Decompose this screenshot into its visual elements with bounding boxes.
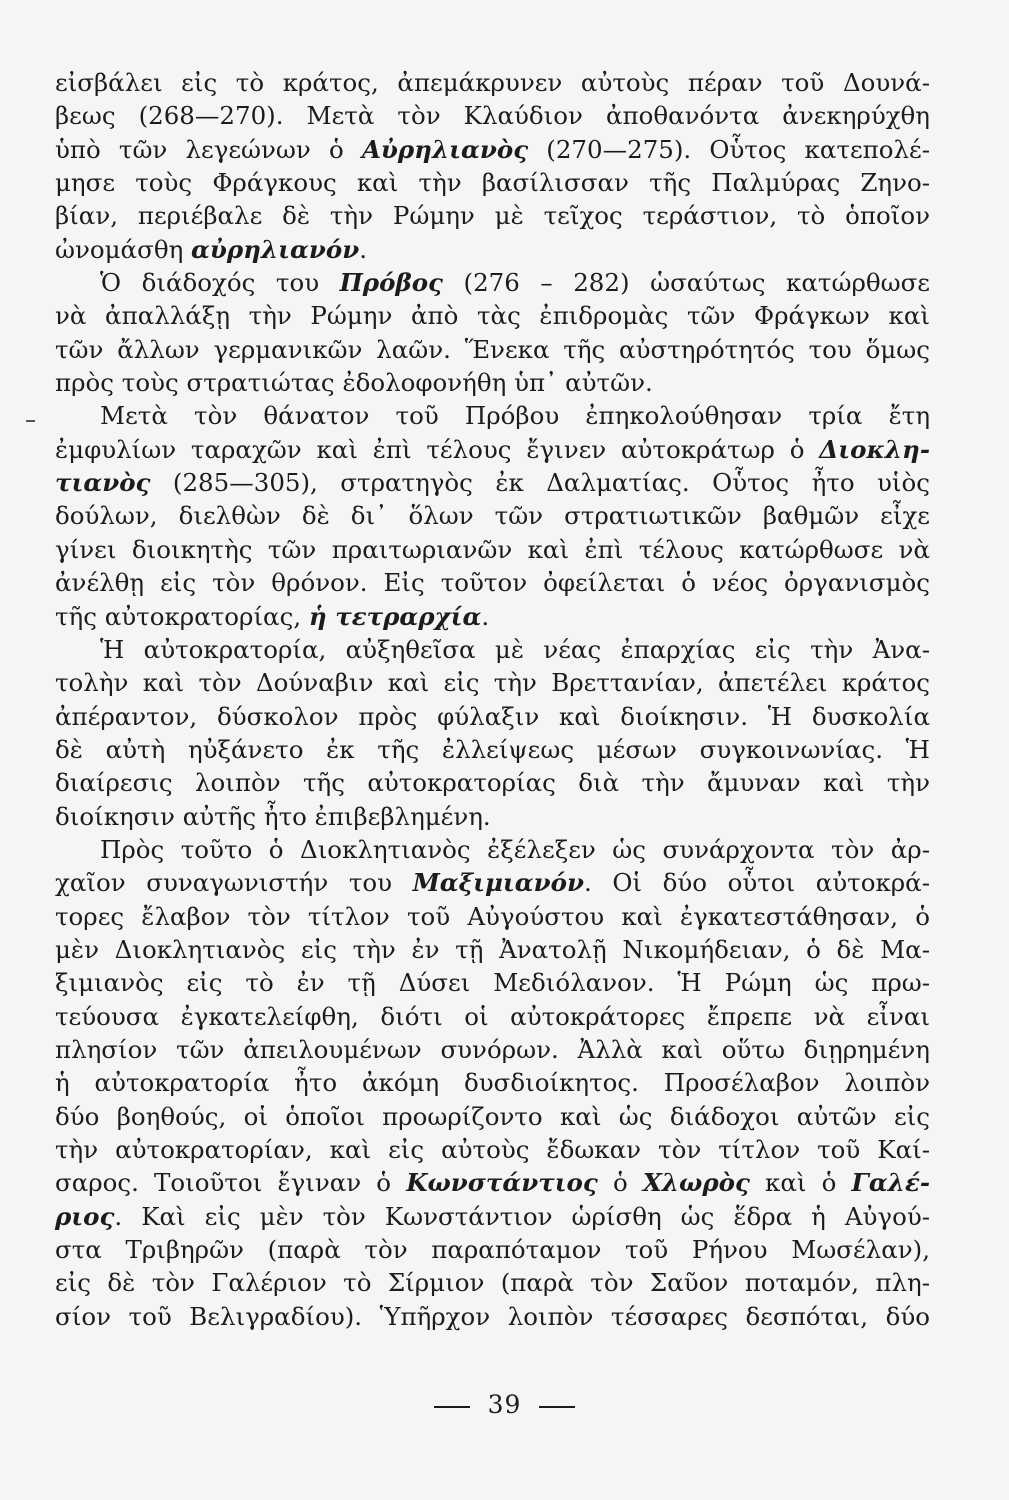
text-line	[55, 866, 930, 899]
text-line	[55, 1166, 930, 1199]
emphasized-term: Κωνστάντιος	[406, 1168, 598, 1198]
text-line	[55, 800, 930, 833]
text-line	[55, 166, 930, 199]
text-line	[55, 566, 930, 599]
text-run: ὁ	[597, 1168, 643, 1198]
text-run: νὰ ἀπαλλάξῃ τὴν Ρώμην ἀπὸ τὰς ἐπιδρομὰς τῶν Φράγκων καὶ	[55, 301, 930, 331]
emphasized-term: ριος	[55, 1201, 115, 1231]
emphasized-term: Πρόβος	[339, 268, 443, 298]
text-line	[55, 499, 930, 532]
text-run: Ὁ διάδοχός του	[100, 268, 340, 298]
text-run: (276 – 282) ὡσαύτως κατώρθωσε	[442, 268, 930, 298]
page-footer	[0, 1390, 1009, 1419]
text-run: δύο βοηθούς, οἱ ὁποῖοι προωρίζοντο καὶ ὡς διάδοχοι αὐτῶν εἰς	[55, 1101, 930, 1131]
text-line	[55, 933, 930, 966]
text-run: καὶ ὁ	[749, 1168, 852, 1198]
text-run: τῆς αὐτοκρατορίας,	[55, 601, 309, 631]
emphasized-term: Γαλέ-	[851, 1168, 931, 1198]
text-line	[55, 1033, 930, 1066]
text-run: ἀνέλθῃ εἰς τὸν θρόνον. Εἰς τοῦτον ὀφείλεται ὁ νέος ὀργανισμὸς	[55, 568, 930, 598]
text-run: δὲ αὐτὴ ηὐξάνετο ἐκ τῆς ἐλλείψεως μέσων συγκοινωνίας. Ἡ	[55, 734, 930, 764]
emphasized-term: τιανὸς	[55, 468, 151, 498]
text-run: ὑπὸ τῶν λεγεώνων ὁ	[55, 134, 362, 164]
text-line	[55, 533, 930, 566]
text-run: .	[481, 601, 490, 631]
text-line	[55, 633, 930, 666]
text-run: .	[359, 234, 368, 264]
text-line	[55, 666, 930, 699]
text-line	[55, 833, 930, 866]
text-line	[55, 99, 930, 132]
text-line	[55, 433, 930, 466]
text-run: μησε τοὺς Φράγκους καὶ τὴν βασίλισσαν τῆς Παλμύρας Ζηνο-	[55, 168, 930, 198]
text-line	[55, 199, 930, 232]
text-run: τορες ἔλαβον τὸν τίτλον τοῦ Αὐγούστου καὶ ἐγκατεστάθησαν, ὁ	[55, 901, 930, 931]
text-run: ὠνομάσθη	[55, 234, 192, 264]
text-run: πρὸς τοὺς στρατιώτας ἐδολοφονήθη ὑπ᾽ αὐτῶν.	[55, 368, 653, 398]
emphasized-term: ἡ τετραρχία	[308, 601, 482, 631]
text-run: (285—305), στρατηγὸς ἐκ Δαλματίας. Οὗτος ἦτο υἱὸς	[150, 468, 930, 498]
footer-dash-right	[539, 1406, 575, 1408]
text-run: ξιμιανὸς εἰς τὸ ἐν τῇ Δύσει Μεδιόλανον. Ἡ Ρώμη ὡς πρω-	[55, 968, 930, 998]
text-run: βίαν, περιέβαλε δὲ τὴν Ρώμην μὲ τεῖχος τεράστιον, τὸ ὁποῖον	[55, 201, 930, 231]
margin-mark	[26, 420, 35, 422]
text-line	[55, 733, 930, 766]
text-line	[55, 766, 930, 799]
text-line	[55, 266, 930, 299]
emphasized-term: αὐρηλιανόν	[191, 234, 360, 264]
text-line	[55, 399, 930, 432]
text-line	[55, 1233, 930, 1266]
text-run: γίνει διοικητὴς τῶν πραιτωριανῶν καὶ ἐπὶ τέλους κατώρθωσε νὰ	[55, 534, 930, 564]
text-run: δούλων, διελθὼν δὲ δι᾽ ὅλων τῶν στρατιωτικῶν βαθμῶν εἶχε	[55, 501, 930, 531]
text-run: σαρος. Τοιοῦτοι ἔγιναν ὁ	[55, 1168, 407, 1198]
body-text	[55, 66, 930, 1333]
text-line	[55, 1200, 930, 1233]
text-run: στα Τριβηρῶν (παρὰ τὸν παραπόταμον τοῦ Ρήνου Μωσέλαν),	[55, 1235, 930, 1265]
text-line	[55, 1066, 930, 1099]
text-run: Ἡ αὐτοκρατορία, αὐξηθεῖσα μὲ νέας ἐπαρχίας εἰς τὴν Ἀνα-	[100, 634, 930, 664]
text-line	[55, 700, 930, 733]
text-run: διοίκησιν αὐτῆς ἦτο ἐπιβεβλημένη.	[55, 801, 491, 831]
text-run: σίον τοῦ Βελιγραδίου). Ὑπῆρχον λοιπὸν τέσσαρες δεσπόται, δύο	[55, 1301, 930, 1331]
emphasized-term: Μαξιμιανόν	[412, 868, 584, 898]
text-line	[55, 900, 930, 933]
page-number: 39	[487, 1390, 522, 1419]
text-line	[55, 1100, 930, 1133]
text-line	[55, 1266, 930, 1299]
text-line	[55, 299, 930, 332]
text-run: ἡ αὐτοκρατορία ἦτο ἀκόμη δυσδιοίκητος. Προσέλαβον λοιπὸν	[55, 1068, 930, 1098]
text-line	[55, 66, 930, 99]
text-run: ἐμφυλίων ταραχῶν καὶ ἐπὶ τέλους ἔγινεν αὐτοκράτωρ ὁ	[55, 434, 820, 464]
emphasized-term: Αὐρηλιανὸς	[361, 134, 529, 164]
text-run: . Καὶ εἰς μὲν τὸν Κωνστάντιον ὡρίσθη ὡς ἕδρα ἡ Αὐγού-	[114, 1201, 930, 1231]
text-line	[55, 600, 930, 633]
text-line	[55, 133, 930, 166]
text-run: Πρὸς τοῦτο ὁ Διοκλητιανὸς ἐξέλεξεν ὡς συνάρχοντα τὸν ἀρ-	[100, 834, 930, 864]
text-run: τὴν αὐτοκρατορίαν, καὶ εἰς αὐτοὺς ἔδωκαν τὸν τίτλον τοῦ Καί-	[55, 1135, 930, 1164]
text-run: ἀπέραντον, δύσκολον πρὸς φύλαξιν καὶ διοίκησιν. Ἡ δυσκολία	[55, 701, 930, 731]
text-run: διαίρεσις λοιπὸν τῆς αὐτοκρατορίας διὰ τὴν ἄμυναν καὶ τὴν	[55, 768, 930, 798]
text-line	[55, 233, 930, 266]
text-line	[55, 966, 930, 999]
text-run: μὲν Διοκλητιανὸς εἰς τὴν ἐν τῇ Ἀνατολῇ Νικομήδειαν, ὁ δὲ Μα-	[55, 934, 930, 964]
text-line	[55, 1133, 930, 1166]
text-line	[55, 1300, 930, 1333]
text-run: Μετὰ τὸν θάνατον τοῦ Πρόβου ἐπηκολούθησαν τρία ἔτη	[100, 401, 930, 431]
text-run: πλησίον τῶν ἀπειλουμένων συνόρων. Ἀλλὰ καὶ οὕτω διῃρημένη	[55, 1034, 930, 1064]
text-line	[55, 333, 930, 366]
text-run: . Οἱ δύο οὗτοι αὐτοκρά-	[583, 868, 930, 898]
text-run: εἰσβάλει εἰς τὸ κράτος, ἀπεμάκρυνεν αὐτοὺς πέραν τοῦ Δουνά-	[55, 68, 930, 97]
text-run: χαῖον συναγωνιστήν του	[55, 868, 413, 898]
text-run: (270—275). Οὗτος κατεπολέ-	[528, 134, 930, 164]
text-run: τῶν ἄλλων γερμανικῶν λαῶν. Ἕνεκα τῆς αὐστηρότητός του ὅμως	[55, 334, 930, 364]
text-line	[55, 1000, 930, 1033]
text-run: βεως (268—270). Μετὰ τὸν Κλαύδιον ἀποθανόντα ἀνεκηρύχθη	[55, 101, 930, 131]
emphasized-term: Διοκλη-	[819, 434, 930, 464]
text-run: εἰς δὲ τὸν Γαλέριον τὸ Σίρμιον (παρὰ τὸν Σαῦον ποταμόν, πλη-	[55, 1268, 930, 1298]
footer-dash-left	[434, 1406, 470, 1408]
text-line	[55, 366, 930, 399]
emphasized-term: Χλωρὸς	[642, 1168, 750, 1198]
text-line	[55, 466, 930, 499]
text-run: τολὴν καὶ τὸν Δούναβιν καὶ εἰς τὴν Βρεττανίαν, ἀπετέλει κράτος	[55, 668, 930, 698]
text-run: τεύουσα ἐγκατελείφθη, διότι οἱ αὐτοκράτορες ἔπρεπε νὰ εἶναι	[55, 1001, 930, 1031]
